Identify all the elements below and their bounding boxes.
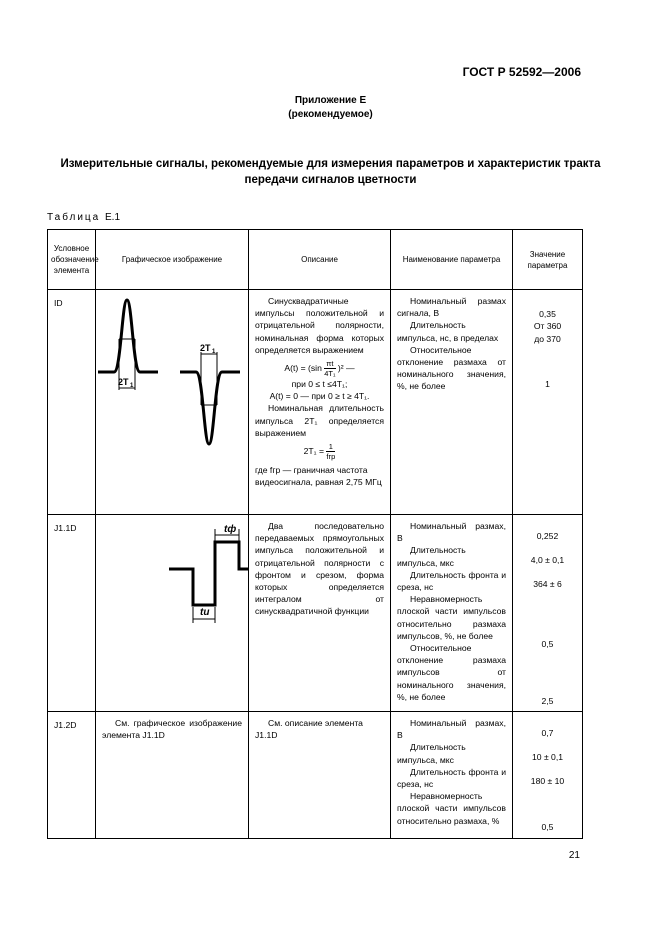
formula-fraction bbox=[326, 442, 335, 461]
table-caption-word: Таблица bbox=[47, 212, 101, 223]
param-item: Относительное отклонение размаха импульсов от номинального значения, %, не более bbox=[397, 643, 506, 702]
formula-numerator: πt bbox=[324, 359, 335, 369]
negative-pulse-width-label: 2T bbox=[200, 343, 211, 353]
param-value: до 370 bbox=[534, 334, 561, 344]
formula-denominator: 4T₁ bbox=[324, 369, 336, 379]
row-code: J1.2D bbox=[48, 712, 96, 839]
param-item: Длительность импульса, мкс bbox=[397, 545, 466, 568]
row-values bbox=[513, 290, 583, 515]
param-value: От 360 bbox=[533, 321, 562, 331]
rise-time-label: tф bbox=[224, 524, 237, 535]
row-params bbox=[391, 515, 513, 712]
pulse-waveform bbox=[169, 542, 249, 605]
param-value: 0,7 bbox=[541, 728, 554, 738]
param-item: Неравномерность плоской части импульсов относительно размаха, % bbox=[397, 791, 506, 826]
row-values bbox=[513, 712, 583, 839]
description-paragraph: Синусквадратичные импульсы положительной и отрицательной полярности, номинальная форма которых определяется выражением bbox=[255, 296, 384, 355]
rectangular-pulses-figure bbox=[96, 515, 249, 635]
formula-zero: A(t) = 0 — при 0 ≥ t ≥ 4T₁. bbox=[269, 391, 370, 402]
table-header-row bbox=[48, 230, 583, 290]
row-params bbox=[391, 290, 513, 515]
document-code: ГОСТ Р 52592—2006 bbox=[462, 65, 581, 79]
table-row bbox=[48, 515, 583, 712]
param-item: Длительность фронта и среза, нс bbox=[397, 766, 506, 790]
row-description bbox=[249, 290, 391, 515]
param-value: 180 ± 10 bbox=[530, 776, 565, 786]
negative-pulse-curve bbox=[180, 372, 240, 444]
header-image: Графическое изображение bbox=[96, 230, 249, 290]
positive-pulse-width-label: 2T bbox=[118, 377, 129, 387]
row-figure-text: См. графическое изображение элемента J1.1D bbox=[96, 712, 249, 839]
formula-numerator: 1 bbox=[326, 442, 335, 452]
formula-part: 2T₁ = bbox=[303, 445, 324, 456]
header-code: Условное обозначение элемента bbox=[48, 230, 96, 290]
appendix-label: Приложение Е bbox=[294, 95, 367, 106]
signals-table bbox=[47, 229, 583, 839]
formula-part: )² — bbox=[337, 362, 355, 373]
sin-squared-pulses-figure bbox=[96, 290, 249, 460]
table-row bbox=[48, 712, 583, 839]
row-description: См. описание элемента J1.1D bbox=[249, 712, 391, 839]
formula-duration bbox=[255, 442, 384, 461]
row-figure bbox=[96, 515, 249, 712]
param-item: Номинальный размах сигнала, В bbox=[397, 296, 506, 319]
main-title-line1: Измерительные сигналы, рекомендуемые для измерения параметров и характеристик тракта bbox=[60, 158, 601, 170]
negative-pulse-width-sub: 1 bbox=[212, 349, 216, 355]
param-value: 0,5 bbox=[541, 639, 554, 649]
param-value: 0,252 bbox=[536, 531, 559, 541]
row-values bbox=[513, 515, 583, 712]
description-paragraph: где fгр — граничная частота видеосигнала, равная 2,75 МГц bbox=[255, 465, 382, 488]
param-value: 10 ± 0,1 bbox=[532, 752, 563, 762]
formula-fraction bbox=[324, 359, 335, 378]
row-description: Два последовательно передаваемых прямоугольных импульса положительной и отрицательной полярности с фронтом и срезом, форма которых определяется интегралом от синусквадратичной функции bbox=[249, 515, 391, 712]
param-item: Номинальный размах, В bbox=[397, 521, 506, 544]
main-title-line2: передачи сигналов цветности bbox=[244, 174, 417, 186]
table-caption-number: Е.1 bbox=[105, 212, 121, 223]
param-value: 364 ± 6 bbox=[533, 579, 562, 589]
row-code: ID bbox=[48, 290, 96, 515]
header-description: Описание bbox=[249, 230, 391, 290]
pulse-width-label: tи bbox=[200, 607, 210, 618]
formula-condition: при 0 ≤ t ≤4T₁; bbox=[291, 379, 348, 390]
row-code: J1.1D bbox=[48, 515, 96, 712]
formula-amplitude bbox=[255, 359, 384, 378]
table-row bbox=[48, 290, 583, 515]
param-item: Длительность импульса, мкс bbox=[397, 742, 466, 765]
row-figure bbox=[96, 290, 249, 515]
param-item: Относительное отклонение размаха от номинального значения, %, не более bbox=[397, 344, 506, 392]
description-paragraph: Номинальная длительность импульса 2T₁ определяется выражением bbox=[255, 403, 384, 438]
param-value: 2,5 bbox=[541, 696, 554, 706]
param-item: Длительность импульса, нс, в пределах bbox=[397, 320, 499, 343]
header-param-name: Наименование параметра bbox=[391, 230, 513, 290]
formula-denominator: fгр bbox=[326, 452, 336, 462]
param-item: Длительность фронта и среза, нс bbox=[397, 569, 506, 593]
param-value: 1 bbox=[545, 379, 550, 389]
appendix-heading bbox=[0, 94, 661, 122]
positive-pulse-curve bbox=[98, 300, 158, 372]
positive-pulse-width-sub: 1 bbox=[130, 383, 134, 389]
param-value: 0,5 bbox=[541, 822, 554, 832]
row-params bbox=[391, 712, 513, 839]
table-caption bbox=[47, 212, 120, 223]
param-value: 0,35 bbox=[539, 309, 556, 319]
page-number: 21 bbox=[568, 850, 580, 861]
param-item: Неравномерность плоской части импульсов относительно размаха импульсов, %, не более bbox=[397, 594, 506, 641]
param-item: Номинальный размах, В bbox=[397, 718, 506, 741]
header-value: Значение параметра bbox=[513, 230, 583, 290]
appendix-status: (рекомендуемое) bbox=[288, 109, 373, 120]
formula-part: A(t) = (sin bbox=[284, 362, 322, 373]
param-value: 4,0 ± 0,1 bbox=[530, 555, 565, 565]
main-title bbox=[0, 156, 661, 188]
